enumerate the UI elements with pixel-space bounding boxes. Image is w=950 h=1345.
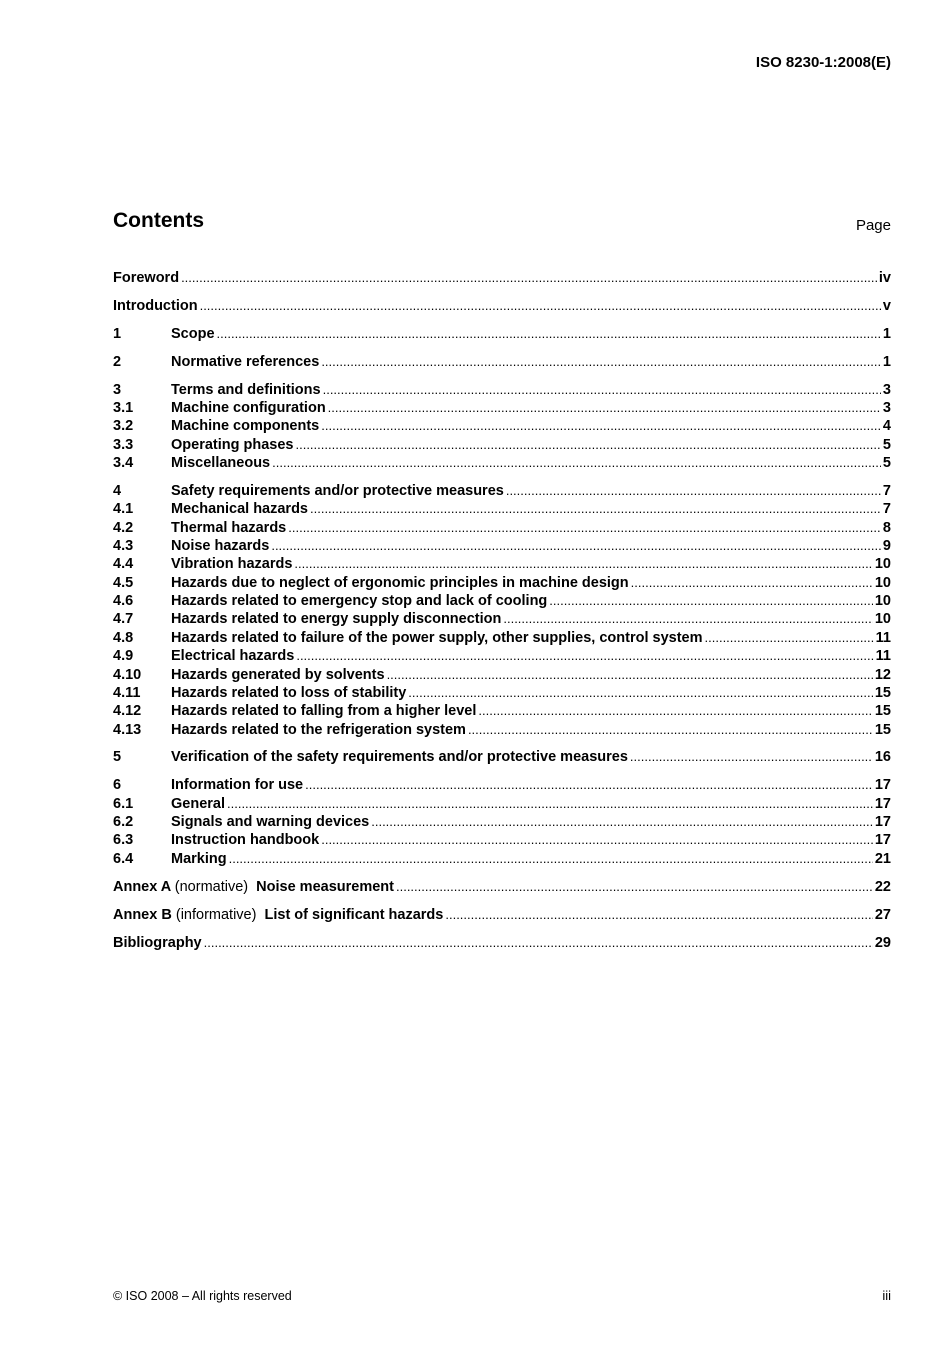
toc-entry[interactable] — [113, 482, 891, 500]
dot-leader — [371, 813, 873, 831]
toc-entry-label: Hazards related to loss of stability — [171, 684, 407, 701]
toc-entry-label: Scope — [171, 325, 215, 342]
toc-entry[interactable] — [113, 436, 891, 454]
toc-entry-label — [113, 906, 443, 924]
toc-entry-number: 4.9 — [113, 648, 134, 665]
toc-entry-label: Hazards related to energy supply disconnection — [171, 611, 502, 628]
toc-entry[interactable] — [113, 684, 891, 702]
page-column-label: Page — [855, 217, 891, 234]
toc-entry-page: 10 — [874, 556, 891, 573]
toc-entry-label: Verification of the safety requirements and/or protective measures — [171, 749, 628, 766]
toc-entry-label: Safety requirements and/or protective measures — [171, 483, 504, 500]
dot-leader — [321, 353, 881, 371]
toc-entry-label: Terms and definitions — [171, 381, 321, 398]
page-number: iii — [882, 1288, 891, 1303]
toc-entry-page: 15 — [874, 703, 891, 720]
dot-leader — [408, 684, 873, 702]
toc-entry-number: 6 — [113, 777, 122, 794]
toc-entry-number: 3.1 — [113, 400, 134, 417]
toc-entry[interactable] — [113, 537, 891, 555]
annex-title: List of significant hazards — [264, 906, 444, 923]
toc-entry[interactable] — [113, 813, 891, 831]
toc-entry-page: 11 — [875, 648, 891, 665]
toc-group — [113, 297, 891, 315]
toc-entry-page: 27 — [874, 906, 891, 923]
dot-leader — [296, 647, 873, 665]
toc-entry-page: 8 — [882, 519, 891, 536]
toc-entry-page: 10 — [874, 574, 891, 591]
toc-entry[interactable] — [113, 500, 891, 518]
toc-entry-number: 3.4 — [113, 455, 134, 472]
toc-entry-page: 17 — [874, 777, 891, 794]
toc-entry-page: 10 — [874, 611, 891, 628]
document-id-header: ISO 8230-1:2008(E) — [755, 54, 891, 71]
toc-entry[interactable] — [113, 721, 891, 739]
dot-leader — [294, 555, 872, 573]
dot-leader — [321, 831, 873, 849]
toc-entry-label: Thermal hazards — [171, 519, 287, 536]
toc-entry-page: 16 — [874, 749, 891, 766]
toc-entry-label: Marking — [171, 850, 227, 867]
toc-group — [113, 269, 891, 287]
toc-entry-number: 2 — [113, 353, 122, 370]
toc-group — [113, 906, 891, 924]
dot-leader — [328, 399, 881, 417]
toc-entry-page: 1 — [882, 325, 891, 342]
dot-leader — [396, 878, 873, 896]
dot-leader — [204, 934, 873, 952]
toc-entry-number: 4.7 — [113, 611, 134, 628]
toc-entry-page: 9 — [882, 538, 891, 555]
toc-entry-page: 17 — [874, 814, 891, 831]
toc-entry-label: Hazards generated by solvents — [171, 666, 385, 683]
toc-entry-label: Normative references — [171, 353, 320, 370]
toc-entry-label: Introduction — [113, 297, 198, 314]
dot-leader — [549, 592, 873, 610]
toc-entry-label: Hazards related to the refrigeration system — [171, 721, 466, 738]
annex-name: Annex B — [113, 906, 172, 923]
toc-entry-number: 1 — [113, 325, 122, 342]
dot-leader — [705, 629, 874, 647]
toc-entry-label: Electrical hazards — [171, 648, 295, 665]
toc-entry[interactable] — [113, 555, 891, 573]
table-of-contents — [113, 269, 891, 962]
toc-entry-page: v — [882, 297, 891, 314]
toc-entry[interactable] — [113, 878, 891, 896]
dot-leader — [229, 850, 873, 868]
toc-entry-number: 3.3 — [113, 436, 134, 453]
dot-leader — [200, 297, 881, 315]
toc-entry-page: iv — [878, 270, 891, 286]
dot-leader — [310, 500, 881, 518]
toc-entry-number: 4.12 — [113, 703, 142, 720]
toc-entry[interactable] — [113, 776, 891, 794]
toc-entry[interactable] — [113, 269, 891, 287]
toc-entry-label: Hazards due to neglect of ergonomic principles in machine design — [171, 574, 629, 591]
toc-entry[interactable] — [113, 702, 891, 720]
toc-entry-label: Hazards related to emergency stop and lack of cooling — [171, 593, 548, 610]
toc-entry-label: Vibration hazards — [171, 556, 293, 573]
toc-entry-number: 4 — [113, 483, 122, 500]
toc-entry-number: 4.13 — [113, 721, 142, 738]
copyright-notice: © ISO 2008 – All rights reserved — [113, 1289, 292, 1303]
toc-entry-page: 3 — [882, 400, 891, 417]
dot-leader — [387, 666, 873, 684]
toc-entry-label: Instruction handbook — [171, 832, 320, 849]
toc-entry[interactable] — [113, 666, 891, 684]
toc-entry-page: 15 — [874, 684, 891, 701]
dot-leader — [295, 436, 880, 454]
toc-entry[interactable] — [113, 297, 891, 315]
toc-entry-number: 4.8 — [113, 629, 134, 646]
toc-entry-number: 5 — [113, 749, 122, 766]
toc-entry-label: Foreword — [113, 270, 180, 286]
toc-entry-label: General — [171, 795, 225, 812]
dot-leader — [503, 610, 873, 628]
dot-leader — [321, 417, 881, 435]
toc-entry-number: 3.2 — [113, 418, 134, 435]
toc-entry[interactable] — [113, 454, 891, 472]
toc-entry-label: Machine components — [171, 418, 320, 435]
dot-leader — [445, 906, 873, 924]
contents-title-row — [113, 209, 891, 239]
toc-group — [113, 878, 891, 896]
toc-entry-page: 17 — [874, 832, 891, 849]
annex-kind: (normative) — [174, 878, 249, 895]
toc-entry-number: 6.1 — [113, 795, 134, 812]
toc-entry[interactable] — [113, 647, 891, 665]
toc-group — [113, 934, 891, 952]
toc-entry-label: Signals and warning devices — [171, 814, 370, 831]
toc-entry[interactable] — [113, 325, 891, 343]
toc-entry-page: 11 — [875, 629, 891, 646]
toc-entry-page: 5 — [882, 436, 891, 453]
toc-group — [113, 748, 891, 766]
toc-entry-label: Bibliography — [113, 934, 202, 951]
toc-entry[interactable] — [113, 574, 891, 592]
toc-entry-number: 6.4 — [113, 850, 134, 867]
toc-entry-page: 21 — [874, 850, 891, 867]
toc-entry[interactable] — [113, 934, 891, 952]
toc-entry-page: 17 — [874, 795, 891, 812]
dot-leader — [305, 776, 873, 794]
toc-entry-label: Hazards related to falling from a higher level — [171, 703, 477, 720]
toc-entry-page: 3 — [882, 381, 891, 398]
toc-entry[interactable] — [113, 795, 891, 813]
toc-entry-page: 7 — [882, 501, 891, 518]
dot-leader — [506, 482, 881, 500]
toc-entry-number: 4.2 — [113, 519, 134, 536]
dot-leader — [288, 519, 881, 537]
toc-entry-number: 4.3 — [113, 538, 134, 555]
toc-entry[interactable] — [113, 353, 891, 371]
toc-entry-number: 4.10 — [113, 666, 142, 683]
annex-name: Annex A — [113, 878, 171, 895]
dot-leader — [217, 325, 881, 343]
toc-group — [113, 353, 891, 371]
toc-entry-number: 4.11 — [113, 684, 141, 701]
toc-entry-number: 4.1 — [113, 501, 134, 518]
toc-entry-page: 1 — [882, 353, 891, 370]
toc-entry-label: Mechanical hazards — [171, 501, 308, 518]
toc-entry-label: Machine configuration — [171, 400, 326, 417]
toc-entry[interactable] — [113, 399, 891, 417]
dot-leader — [630, 748, 873, 766]
page-title: Contents — [113, 209, 204, 232]
toc-entry-number: 6.3 — [113, 832, 134, 849]
toc-entry-number: 4.4 — [113, 556, 134, 573]
dot-leader — [271, 537, 881, 555]
toc-entry-page: 22 — [874, 878, 891, 895]
toc-entry[interactable] — [113, 831, 891, 849]
toc-group — [113, 325, 891, 343]
dot-leader — [227, 795, 873, 813]
toc-entry[interactable] — [113, 629, 891, 647]
toc-entry-label: Noise hazards — [171, 538, 270, 555]
toc-entry-number: 3 — [113, 381, 122, 398]
toc-group — [113, 482, 891, 739]
toc-entry-number: 6.2 — [113, 814, 134, 831]
toc-entry-page: 12 — [874, 666, 891, 683]
annex-title: Noise measurement — [256, 878, 394, 895]
toc-entry-label — [113, 878, 394, 896]
toc-group — [113, 381, 891, 473]
toc-entry[interactable] — [113, 748, 891, 766]
toc-entry-page: 10 — [874, 593, 891, 610]
dot-leader — [631, 574, 873, 592]
toc-entry[interactable] — [113, 610, 891, 628]
toc-entry[interactable] — [113, 381, 891, 399]
toc-entry-page: 5 — [882, 455, 891, 472]
toc-entry-number: 4.6 — [113, 593, 134, 610]
dot-leader — [181, 269, 877, 287]
toc-entry-page: 15 — [874, 721, 891, 738]
toc-entry[interactable] — [113, 850, 891, 868]
toc-entry-label: Hazards related to failure of the power supply, other supplies, control system — [171, 629, 703, 646]
dot-leader — [468, 721, 873, 739]
toc-entry[interactable] — [113, 417, 891, 435]
toc-entry-label: Operating phases — [171, 436, 294, 453]
dot-leader — [323, 381, 881, 399]
toc-entry-page: 29 — [874, 934, 891, 951]
toc-entry[interactable] — [113, 519, 891, 537]
dot-leader — [272, 454, 881, 472]
toc-entry[interactable] — [113, 592, 891, 610]
dot-leader — [478, 702, 872, 720]
toc-entry[interactable] — [113, 906, 891, 924]
toc-group — [113, 776, 891, 868]
annex-kind: (informative) — [175, 906, 257, 923]
toc-entry-page: 7 — [882, 483, 891, 500]
toc-entry-page: 4 — [882, 418, 891, 435]
toc-entry-label: Information for use — [171, 777, 304, 794]
toc-entry-number: 4.5 — [113, 574, 134, 591]
toc-entry-label: Miscellaneous — [171, 455, 271, 472]
